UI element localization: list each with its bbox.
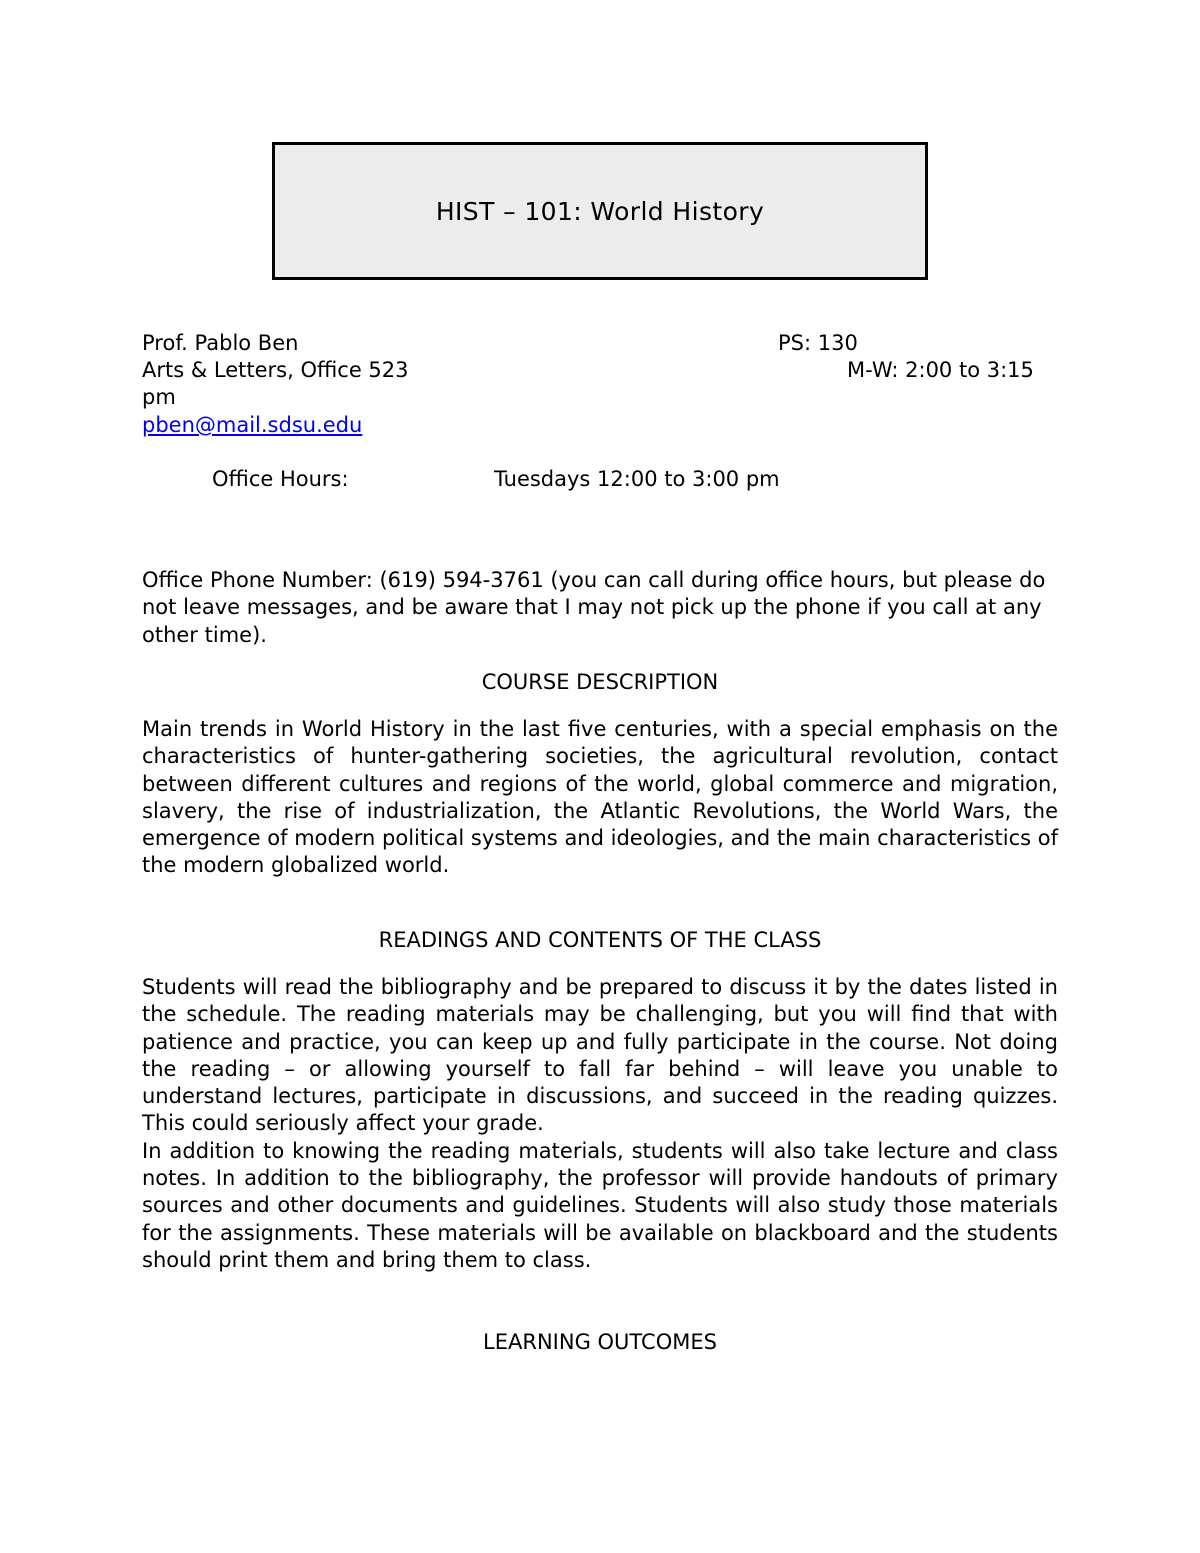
readings-body [142, 974, 1058, 1274]
class-schedule: M-W: 2:00 to 3:15 [847, 358, 1034, 382]
readings-paragraph-2: In addition to knowing the reading materials, students will also take lecture and class notes. In addition to the bibliography, the professor will provide handouts of primary sources and other documents and guidelines. Students will also study those materials for the assignments. These materials will be available on blackboard and the students should print them and bring them to class. [142, 1138, 1058, 1272]
office-hours-label: Office Hours: [212, 467, 349, 491]
course-title-box [272, 142, 928, 280]
office-phone-text: Office Phone Number: (619) 594-3761 (you can call during office hours, but please do not leave messages, and be aware that I may not pick up the phone if you call at any other time). [142, 568, 1046, 647]
readings-heading: READINGS AND CONTENTS OF THE CLASS [378, 928, 822, 952]
office-hours-value: Tuesdays 12:00 to 3:00 pm [494, 467, 780, 491]
class-schedule-wrap: pm [142, 385, 176, 409]
office-phone-paragraph [142, 567, 1058, 649]
course-description-heading: COURSE DESCRIPTION [481, 670, 719, 694]
class-room: PS: 130 [778, 331, 858, 355]
course-description-text: Main trends in World History in the last five centuries, with a special emphasis on the characteristics of hunter-gathering societies, the agricultural revolution, contact between different cultures and regions of the world, global commerce and migration, slavery, the rise of industrialization, the Atlantic Revolutions, the World Wars, the emergence of modern political systems and ideologies, and the main characteristics of the modern globalized world. [142, 717, 1058, 878]
office-location: Arts & Letters, Office 523 [142, 358, 409, 382]
readings-paragraph-1: Students will read the bibliography and be prepared to discuss it by the dates listed in the schedule. The reading materials may be challenging, but you will find that with patience and practice, you can keep up and fully participate in the course. Not doing the reading – or allowing yourself to fall far behind – will leave you unable to understand lectures, participate in discussions, and succeed in the reading quizzes. This could seriously affect your grade. [142, 975, 1058, 1136]
course-title: HIST – 101: World History [435, 196, 765, 226]
professor-name: Prof. Pablo Ben [142, 331, 299, 355]
course-description-body [142, 716, 1058, 880]
learning-outcomes-heading: LEARNING OUTCOMES [483, 1330, 717, 1354]
professor-email-link[interactable]: pben@mail.sdsu.edu [142, 413, 363, 437]
